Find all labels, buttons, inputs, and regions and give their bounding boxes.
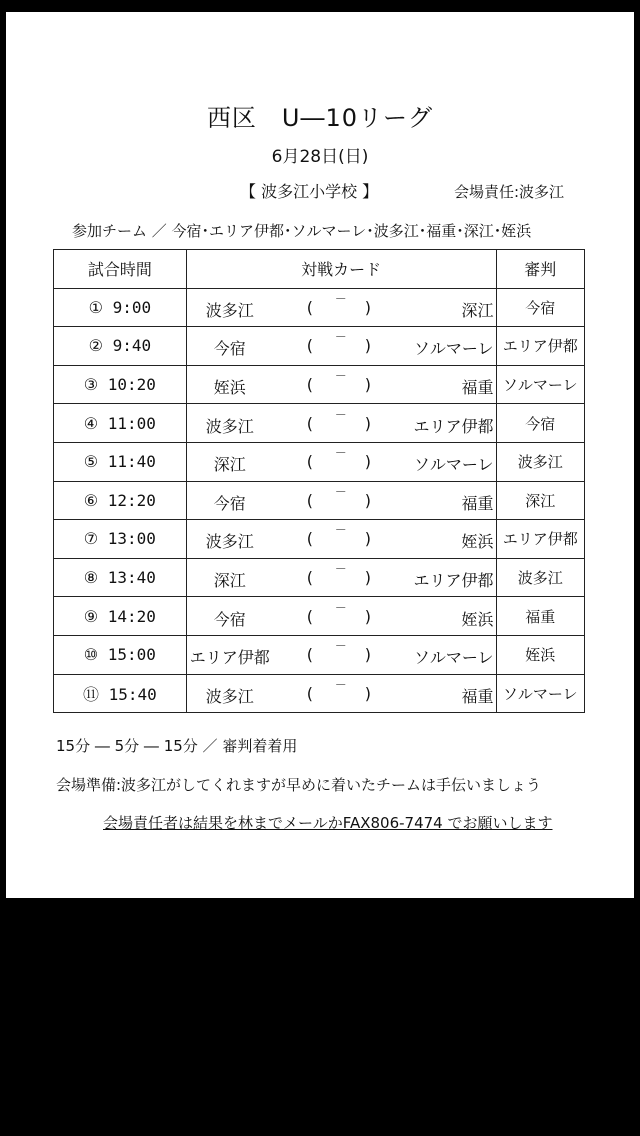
event-date: 6月28日(日)	[271, 147, 369, 167]
home-team: エリア伊都	[189, 648, 270, 668]
home-team: 波多江	[205, 532, 254, 552]
score-mark: －	[334, 484, 347, 499]
home-team: 今宿	[213, 493, 246, 513]
match-time: ⑩ 15:00	[54, 635, 187, 674]
referee-team: 今宿	[496, 404, 585, 443]
score-blank	[335, 523, 345, 537]
header-time: 試合時間	[54, 250, 187, 289]
match-card	[186, 404, 496, 443]
venue-name: 【 波多江小学校 】	[240, 182, 379, 201]
score-open-paren: (	[306, 645, 313, 665]
score-mark: －	[334, 639, 347, 654]
schedule-body	[54, 288, 585, 713]
score-blank	[335, 369, 345, 383]
referee-team: 今宿	[496, 288, 585, 327]
away-team: 姪浜	[461, 532, 494, 552]
score-blank	[335, 562, 345, 576]
away-team: 福重	[461, 378, 494, 398]
score-mark: －	[334, 600, 347, 615]
match-time: ⑤ 11:40	[54, 442, 187, 481]
participating-teams: 参加チーム ／ 今宿･エリア伊都･ソルマーレ･波多江･福重･深江･姪浜	[72, 222, 532, 240]
score-mark: －	[334, 407, 347, 422]
header-match: 対戦カード	[186, 250, 496, 289]
score-blank	[335, 601, 345, 615]
referee-team: ソルマーレ	[496, 365, 585, 404]
score-open-paren: (	[306, 297, 313, 317]
score-blank	[335, 446, 345, 460]
score-close-paren: )	[364, 490, 371, 510]
home-team: 深江	[213, 571, 246, 591]
away-team: ソルマーレ	[413, 455, 494, 475]
score-close-paren: )	[364, 645, 371, 665]
home-team: 今宿	[213, 609, 246, 629]
match-schedule-table	[53, 249, 585, 713]
match-time: ⑧ 13:40	[54, 558, 187, 597]
away-team: エリア伊都	[413, 571, 494, 591]
match-time: ⑥ 12:20	[54, 481, 187, 520]
score-close-paren: )	[364, 683, 371, 703]
score-close-paren: )	[364, 336, 371, 356]
score-close-paren: )	[364, 606, 371, 626]
match-card	[186, 288, 496, 327]
score-mark: －	[334, 677, 347, 692]
score-open-paren: (	[306, 413, 313, 433]
match-time: ⑦ 13:00	[54, 520, 187, 559]
score-open-paren: (	[306, 529, 313, 549]
score-open-paren: (	[306, 683, 313, 703]
match-card	[186, 520, 496, 559]
venue-preparation-note: 会場準備:波多江がしてくれますが早めに着いたチームは手伝いましょう	[56, 776, 542, 794]
score-open-paren: (	[306, 490, 313, 510]
away-team: 深江	[461, 300, 494, 320]
table-row	[54, 404, 585, 443]
score-mark: －	[334, 369, 347, 384]
referee-team: 波多江	[496, 442, 585, 481]
table-row	[54, 481, 585, 520]
table-row	[54, 288, 585, 327]
score-blank	[335, 485, 345, 499]
page-title: 西区 U―10リーグ	[206, 104, 434, 132]
score-close-paren: )	[364, 413, 371, 433]
table-row	[54, 635, 585, 674]
score-close-paren: )	[364, 529, 371, 549]
score-open-paren: (	[306, 375, 313, 395]
match-card	[186, 635, 496, 674]
score-mark: －	[334, 523, 347, 538]
score-mark: －	[334, 330, 347, 345]
referee-team: 波多江	[496, 558, 585, 597]
referee-team: ソルマーレ	[496, 674, 585, 713]
table-row	[54, 558, 585, 597]
away-team: 姪浜	[461, 609, 494, 629]
referee-team: エリア伊都	[496, 327, 585, 366]
score-open-paren: (	[306, 336, 313, 356]
score-blank	[335, 678, 345, 692]
home-team: 波多江	[205, 416, 254, 436]
referee-team: 姪浜	[496, 635, 585, 674]
match-card	[186, 442, 496, 481]
away-team: 福重	[461, 686, 494, 706]
match-card	[186, 327, 496, 366]
score-blank	[335, 639, 345, 653]
header-referee: 審判	[496, 250, 585, 289]
home-team: 姪浜	[213, 378, 246, 398]
table-row	[54, 442, 585, 481]
table-row	[54, 674, 585, 713]
match-rules: 15分 ― 5分 ― 15分 ／ 審判着着用	[56, 737, 298, 755]
score-blank	[335, 292, 345, 306]
result-report-note: 会場責任者は結果を林までメールかFAX806-7474 でお願いします	[103, 814, 553, 832]
document-page	[6, 12, 634, 898]
score-blank	[335, 330, 345, 344]
score-open-paren: (	[306, 452, 313, 472]
score-close-paren: )	[364, 375, 371, 395]
home-team: 深江	[213, 455, 246, 475]
home-team: 波多江	[205, 686, 254, 706]
table-row	[54, 520, 585, 559]
match-card	[186, 597, 496, 636]
referee-team: エリア伊都	[496, 520, 585, 559]
table-header-row	[54, 250, 585, 289]
away-team: エリア伊都	[413, 416, 494, 436]
table-row	[54, 327, 585, 366]
match-time: ② 9:40	[54, 327, 187, 366]
match-time: ④ 11:00	[54, 404, 187, 443]
match-time: ① 9:00	[54, 288, 187, 327]
table-row	[54, 597, 585, 636]
score-close-paren: )	[364, 297, 371, 317]
score-open-paren: (	[306, 606, 313, 626]
venue-manager: 会場責任:波多江	[454, 183, 565, 201]
match-card	[186, 674, 496, 713]
match-time: ⑨ 14:20	[54, 597, 187, 636]
away-team: 福重	[461, 493, 494, 513]
referee-team: 深江	[496, 481, 585, 520]
score-blank	[335, 408, 345, 422]
score-mark: －	[334, 291, 347, 306]
match-time: ⑪ 15:40	[54, 674, 187, 713]
referee-team: 福重	[496, 597, 585, 636]
match-card	[186, 365, 496, 404]
match-time: ③ 10:20	[54, 365, 187, 404]
score-mark: －	[334, 446, 347, 461]
away-team: ソルマーレ	[413, 648, 494, 668]
match-card	[186, 481, 496, 520]
away-team: ソルマーレ	[413, 339, 494, 359]
score-open-paren: (	[306, 568, 313, 588]
score-mark: －	[334, 562, 347, 577]
score-close-paren: )	[364, 452, 371, 472]
home-team: 今宿	[213, 339, 246, 359]
home-team: 波多江	[205, 300, 254, 320]
match-card	[186, 558, 496, 597]
table-row	[54, 365, 585, 404]
score-close-paren: )	[364, 568, 371, 588]
